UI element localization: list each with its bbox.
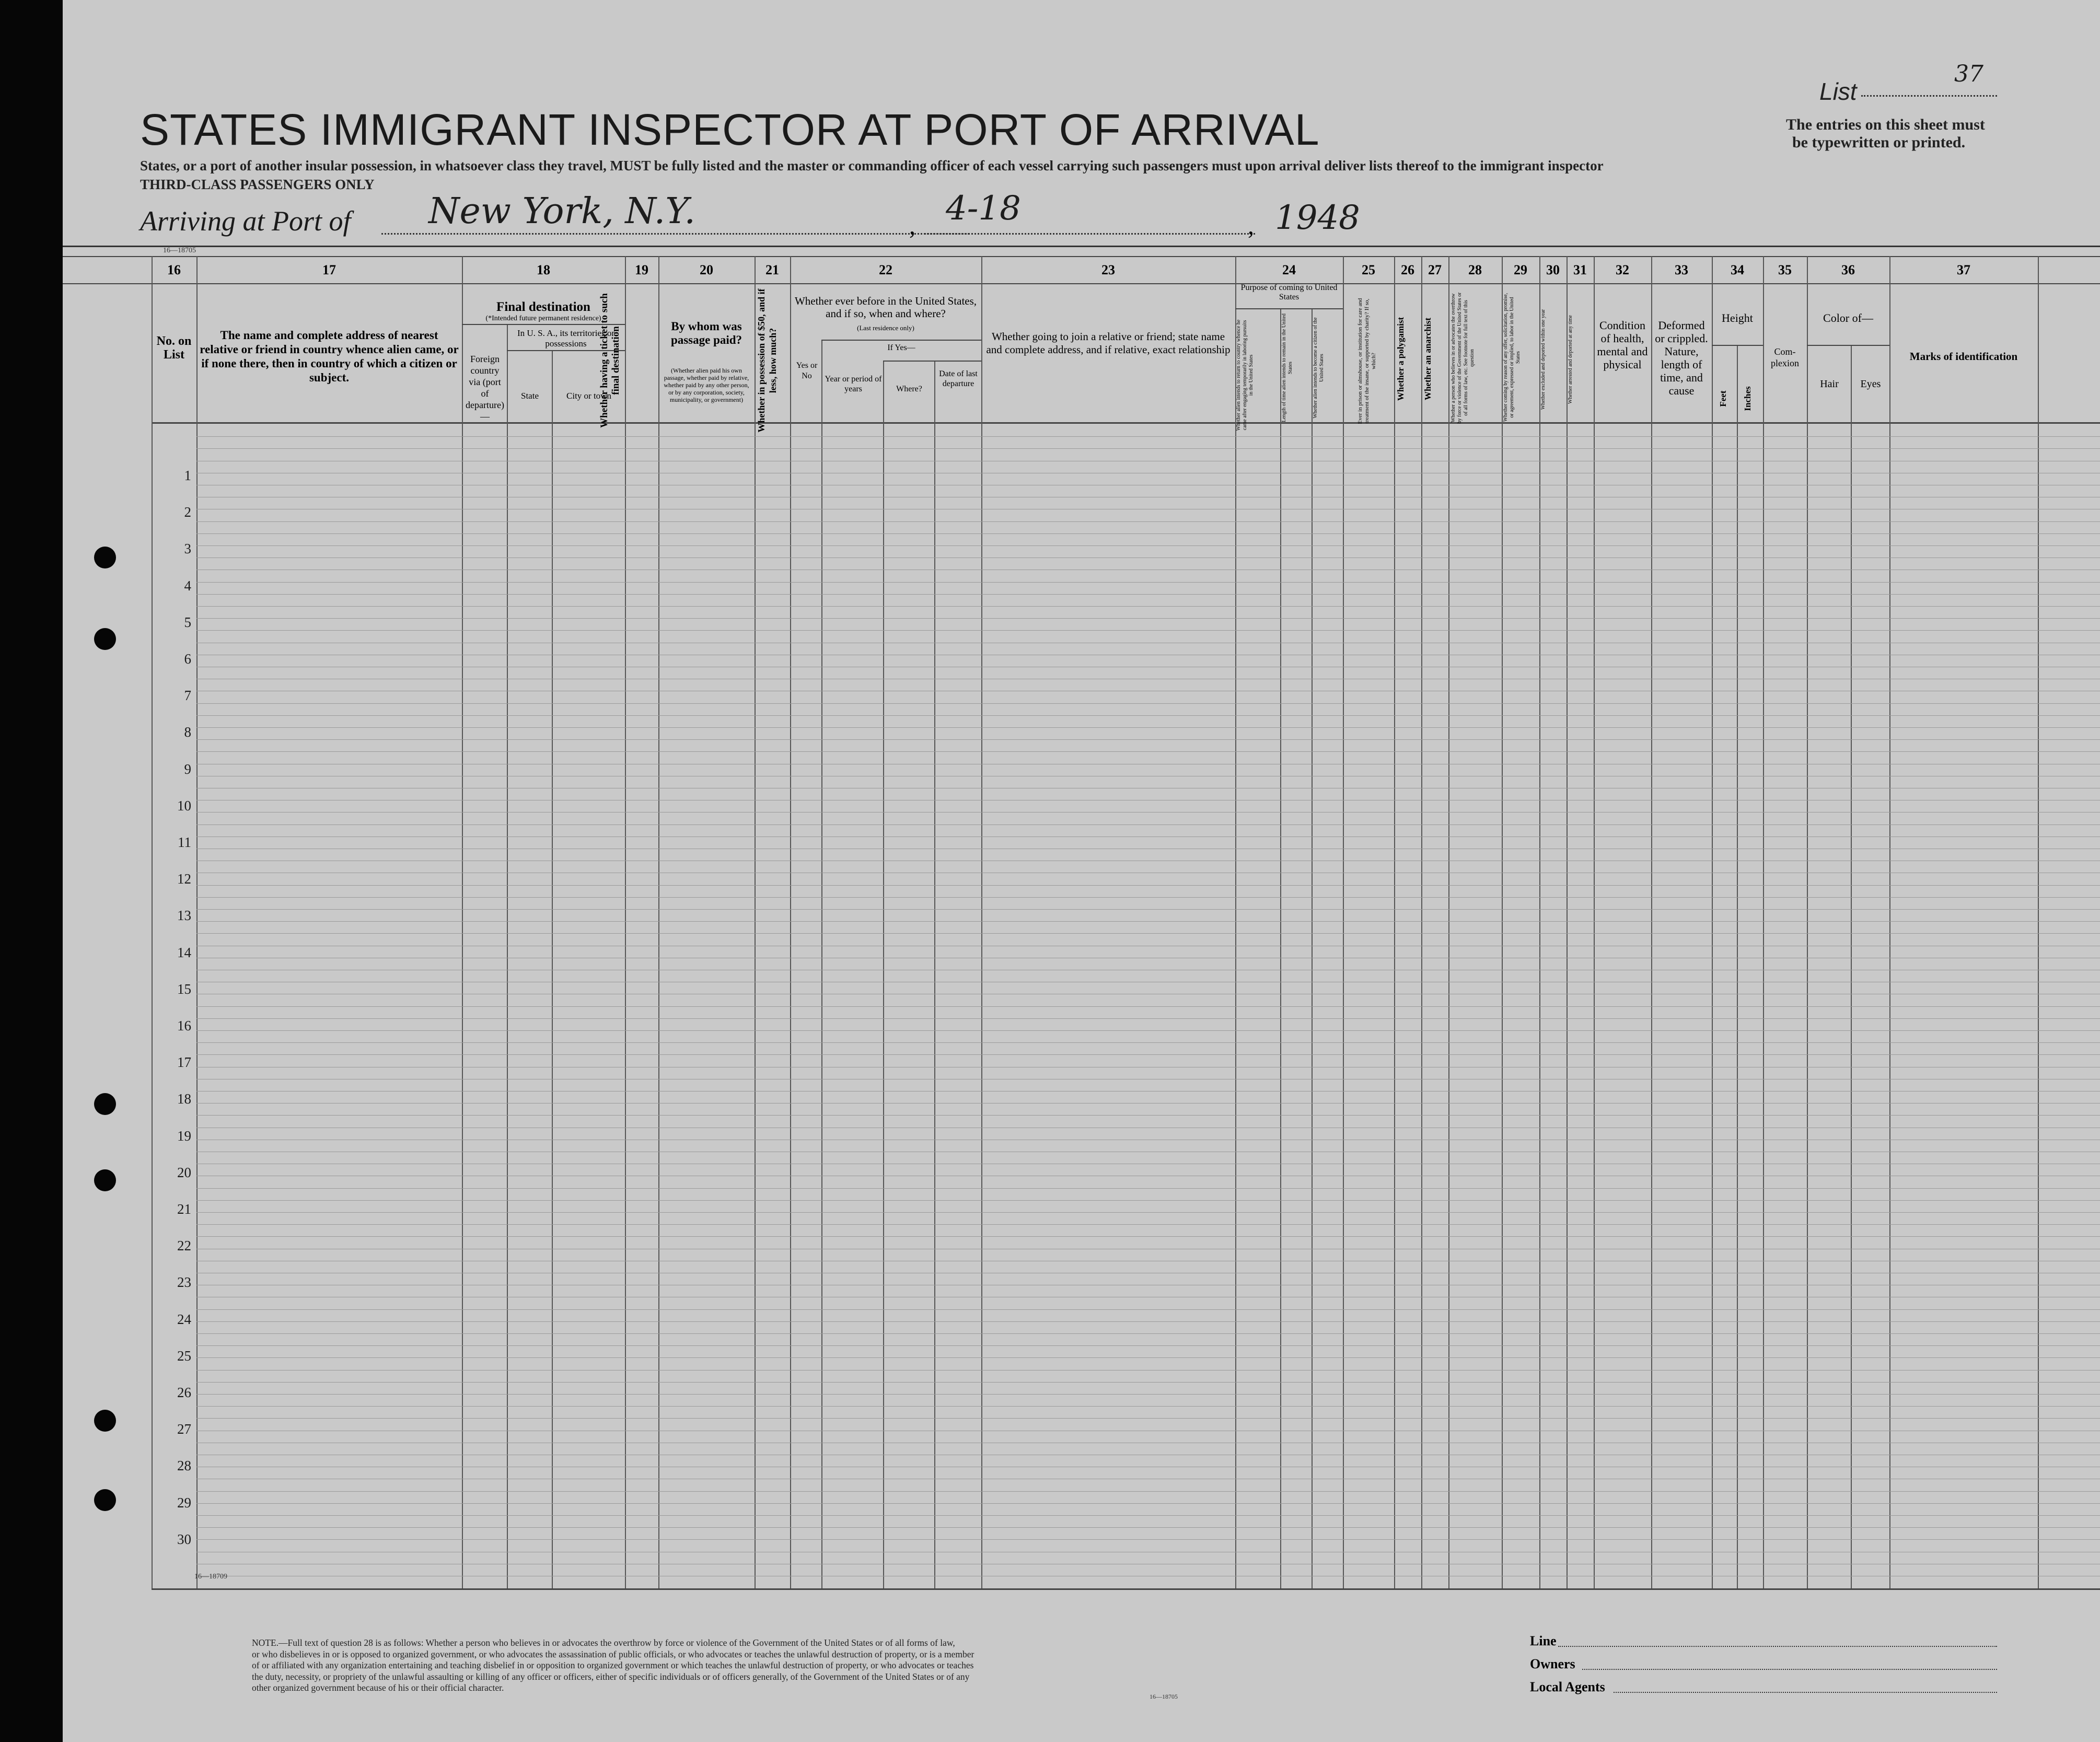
state-header: State — [521, 391, 539, 401]
col-num-20: 20 — [700, 262, 713, 277]
col-line — [1807, 256, 1808, 1588]
col-num-19: 19 — [635, 262, 648, 277]
local-agents-label: Local Agents — [1530, 1679, 1605, 1694]
row-number: 24 — [177, 1311, 191, 1327]
col-line — [821, 340, 822, 1588]
form-subtitle-line2: THIRD-CLASS PASSENGERS ONLY — [140, 177, 375, 192]
col-num-31: 31 — [1573, 262, 1587, 277]
row-number: 9 — [184, 761, 191, 777]
feet-header: Feet — [1718, 390, 1728, 407]
row-number: 13 — [177, 908, 191, 923]
final-destination-header: Final destination — [496, 300, 590, 314]
ruled-line — [196, 1309, 2100, 1310]
col-num-16: 16 — [167, 262, 181, 277]
footnote-line1: NOTE.—Full text of question 28 is as follows: Whether a person who believes in or advocates the overthrow by force or violence of the Government of the United States or of all forms of law, — [252, 1638, 955, 1648]
year-or-period-header: Year or period of years — [825, 375, 882, 393]
color-of-header: Color of— — [1823, 311, 1873, 324]
col-line — [1539, 256, 1540, 1588]
binder-hole — [94, 547, 116, 568]
ruled-line — [196, 1406, 2100, 1407]
complexion-header: Com- plexion — [1771, 346, 1799, 368]
col-line — [1889, 256, 1890, 1588]
anarchist-header: Whether an anarchist — [1423, 317, 1433, 401]
port-value: New York, N.Y. — [428, 191, 695, 232]
binder-hole — [94, 628, 116, 650]
inches-header: Inches — [1743, 386, 1753, 411]
ticket-header: Whether having a ticket to such final destination — [599, 293, 621, 428]
purpose-b-header: Length of time alien intends to remain in the United States — [1281, 313, 1293, 423]
col-line — [1280, 308, 1281, 1588]
list-label: List — [1819, 78, 1857, 105]
col-line — [625, 256, 626, 1588]
subheader-rule — [1807, 345, 1889, 346]
row-number: 21 — [177, 1201, 191, 1217]
subheader-rule — [1235, 308, 1343, 309]
line-field — [1558, 1646, 1997, 1647]
ruled-line — [196, 1200, 2100, 1201]
row-number: 14 — [177, 945, 191, 960]
year-value: 1948 — [1275, 199, 1360, 237]
list-number: 37 — [1954, 61, 1983, 87]
owners-label: Owners — [1530, 1656, 1575, 1671]
row-number: 2 — [184, 504, 191, 520]
col-num-36: 36 — [1841, 262, 1855, 277]
footnote — [252, 1638, 974, 1694]
ruled-line — [196, 933, 2100, 934]
col-num-24: 24 — [1282, 262, 1296, 277]
ruled-line — [196, 606, 2100, 607]
row-number: 30 — [177, 1531, 191, 1547]
ruled-line — [196, 1527, 2100, 1528]
polygamist-header: Whether a polygamist — [1396, 317, 1406, 401]
ruled-line — [196, 727, 2100, 728]
column-number-bottom-rule — [63, 283, 2100, 284]
ruled-line — [196, 1115, 2100, 1116]
comma-1: , — [909, 212, 915, 240]
ruled-line — [196, 521, 2100, 522]
q31-header: Whether arrested and deported at any time — [1568, 315, 1573, 404]
ruled-line — [196, 1333, 2100, 1334]
col-line — [981, 256, 982, 1588]
ruled-line — [196, 1042, 2100, 1043]
ruled-line — [196, 1321, 2100, 1322]
ruled-line — [196, 1212, 2100, 1213]
col-line — [1421, 256, 1422, 1588]
table-bottom-rule — [152, 1588, 2100, 1590]
row-number: 1 — [184, 468, 191, 483]
col-num-28: 28 — [1468, 262, 1482, 277]
col-line — [1651, 256, 1652, 1588]
row-number: 18 — [177, 1091, 191, 1107]
col-line — [790, 256, 791, 1588]
ruled-line — [196, 885, 2100, 886]
footnote-line4: the duty, necessity, or propriety of the unlawful assaulting or killing of any officer or officers, either of specific individuals or of officers generally, of the Government of the United States or of any — [252, 1671, 970, 1682]
col-line — [755, 256, 756, 1588]
col-num-35: 35 — [1778, 262, 1792, 277]
col-line — [2038, 256, 2039, 1588]
ruled-line — [196, 1054, 2100, 1055]
ruled-line — [196, 1030, 2100, 1031]
purpose-c-header: Whether alien intends to become a citizen of the United States — [1313, 317, 1325, 419]
ruled-line — [196, 448, 2100, 449]
col-line — [658, 256, 659, 1588]
row-number: 27 — [177, 1421, 191, 1437]
ruled-line — [196, 703, 2100, 704]
ruled-line — [196, 1188, 2100, 1189]
row-number: 29 — [177, 1495, 191, 1511]
row-number: 23 — [177, 1274, 191, 1290]
footnote-line3: of or affiliated with any organization entertaining and teaching disbelief in or opposition to organized government or which teaches the unlawful destruction of property, or who advocates or teaches — [252, 1660, 974, 1670]
col-line — [1737, 345, 1738, 1588]
col-line — [1312, 308, 1313, 1588]
purpose-header: Purpose of coming to United States — [1240, 283, 1338, 301]
date-last-departure-header: Date of last departure — [939, 369, 978, 388]
entries-note-line1: The entries on this sheet must — [1786, 116, 1985, 133]
col-num-32: 32 — [1616, 262, 1629, 277]
row-number: 19 — [177, 1128, 191, 1144]
col-line — [1502, 256, 1503, 1588]
ruled-line — [196, 533, 2100, 534]
ruled-line — [196, 1382, 2100, 1383]
ruled-line — [196, 1539, 2100, 1540]
ruled-line — [196, 618, 2100, 619]
ruled-line — [196, 1515, 2100, 1516]
col-num-33: 33 — [1675, 262, 1688, 277]
small-form-number: 16—18705 — [163, 247, 196, 254]
ruled-line — [196, 1103, 2100, 1104]
ruled-line — [196, 1370, 2100, 1371]
col-line — [1594, 256, 1595, 1588]
row-number: 28 — [177, 1458, 191, 1473]
ruled-line — [196, 582, 2100, 583]
eyes-header: Eyes — [1860, 378, 1881, 390]
col-num-37: 37 — [1957, 262, 1970, 277]
form-subtitle-line1: States, or a port of another insular possession, in whatsoever class they travel, MUST be fully listed and the master or commanding officer of each vessel carrying such passengers must upon arrival deliver lists thereof to the immigrant inspector — [140, 158, 1604, 173]
row-number: 25 — [177, 1348, 191, 1364]
ruled-line — [196, 630, 2100, 631]
local-agents-field — [1614, 1692, 1997, 1693]
col-line — [1343, 256, 1344, 1588]
foreign-country-header: Foreign country via (port of departure)— — [466, 354, 504, 422]
ruled-line — [196, 751, 2100, 752]
owners-field — [1582, 1669, 1997, 1670]
col-line — [552, 350, 553, 1588]
arriving-label: Arriving at Port of — [140, 205, 351, 237]
col-num-34: 34 — [1731, 262, 1744, 277]
binder-hole — [94, 1169, 116, 1191]
footer-form-number: 16—18709 — [194, 1573, 227, 1581]
row-number: 20 — [177, 1165, 191, 1180]
city-header: City or town — [566, 391, 611, 401]
col-num-17: 17 — [322, 262, 336, 277]
ever-before-header: Whether ever before in the United States, and if so, when and where? — [794, 295, 977, 320]
row-number: 4 — [184, 578, 191, 594]
q29-header: Whether coming by reason of any offer, solicitation, promise, or agreement, expressed or implied, to labor in the United States — [1503, 293, 1521, 422]
binder-hole — [94, 1410, 116, 1432]
by-whom-note: (Whether alien paid his own passage, whether paid by relative, whether paid by any other person, or by any corporation, society, municipality, or government) — [664, 367, 749, 403]
ruled-line — [196, 1018, 2100, 1019]
bottom-form-number: 16—18705 — [1150, 1693, 1178, 1700]
join-relative-header: Whether going to join a relative or friend; state name and complete address, and if relative, exact relationship — [986, 330, 1231, 356]
ruled-line — [196, 1418, 2100, 1419]
row-number: 5 — [184, 614, 191, 630]
manifest-sheet — [63, 0, 2100, 1742]
row-number: 22 — [177, 1238, 191, 1253]
ruled-line — [196, 1236, 2100, 1237]
marks-header: Marks of identification — [1909, 350, 2018, 363]
if-yes-header: If Yes— — [887, 343, 915, 352]
ruled-line — [196, 715, 2100, 716]
no-on-list-header: No. on List — [156, 334, 192, 362]
list-number-line — [1861, 95, 1997, 97]
last-residence-note: (Last residence only) — [857, 324, 914, 332]
col-line — [883, 361, 884, 1588]
ruled-line — [196, 824, 2100, 825]
footnote-line5: other organized government because of his or their official character. — [252, 1682, 504, 1693]
final-destination-note: (*Intended future permanent residence) — [485, 315, 601, 322]
col-line — [1394, 256, 1395, 1588]
purpose-a-header: Whether alien intends to return to country whence he came after engaging temporarily in laboring pursuits in the United States — [1236, 319, 1254, 431]
row-number: 16 — [177, 1018, 191, 1033]
row-number: 26 — [177, 1385, 191, 1400]
ruled-line — [196, 436, 2100, 437]
col-num-25: 25 — [1362, 262, 1375, 277]
yes-or-no-header: Yes or No — [796, 361, 818, 380]
comma-2: , — [1248, 212, 1254, 240]
date-line — [921, 233, 1255, 235]
col-num-29: 29 — [1514, 262, 1527, 277]
height-header: Height — [1722, 311, 1753, 324]
by-whom-header: By whom was passage paid? — [670, 320, 742, 346]
nearest-relative-header: The name and complete address of nearest relative or friend in country whence alien came, or if none there, then in country of which a citizen or subject. — [200, 329, 459, 384]
col-line — [1851, 345, 1852, 1588]
col-line — [1712, 256, 1713, 1588]
col-num-30: 30 — [1546, 262, 1560, 277]
col-num-22: 22 — [879, 262, 892, 277]
deformed-header: Deformed or crippled. Nature, length of time, and cause — [1655, 319, 1708, 397]
footnote-line2: or who disbelieves in or is opposed to organized government, or who advocates the assassination of public officials, or who advocates or teaches the unlawful destruction of property, or is a member — [252, 1648, 974, 1659]
ruled-line — [196, 1224, 2100, 1225]
ruled-line — [196, 545, 2100, 546]
subheader-rule — [883, 361, 981, 362]
row-number: 12 — [177, 871, 191, 887]
col-num-26: 26 — [1401, 262, 1414, 277]
col-line — [507, 324, 508, 1588]
row-number: 11 — [178, 834, 191, 850]
row-number: 15 — [177, 981, 191, 997]
subheader-rule — [821, 340, 981, 341]
port-line — [381, 233, 969, 235]
where-header: Where? — [896, 385, 922, 393]
col-line — [1567, 256, 1568, 1588]
row-number: 6 — [184, 651, 191, 667]
ruled-line — [196, 1357, 2100, 1358]
ruled-line — [196, 1491, 2100, 1492]
form-title: STATES IMMIGRANT INSPECTOR AT PORT OF ARRIVAL — [140, 105, 1320, 154]
prison-header: Ever in prison or almshouse, or institution for care and treatment of the insane, or supported by charity? If so, which? — [1357, 298, 1377, 424]
q30-header: Whether excluded and deported within one year — [1540, 309, 1546, 410]
ruled-line — [196, 909, 2100, 910]
column-number-top-rule — [63, 256, 2100, 257]
col-num-23: 23 — [1101, 262, 1115, 277]
hair-header: Hair — [1820, 378, 1839, 390]
col-num-21: 21 — [765, 262, 779, 277]
in-usa-header: In U. S. A., its territories or possessions — [517, 328, 615, 349]
col-num-18: 18 — [537, 262, 550, 277]
col-line — [1763, 256, 1764, 1588]
ruled-line — [196, 1345, 2100, 1346]
col-line — [462, 256, 463, 1588]
ruled-line — [196, 897, 2100, 898]
binder-hole — [94, 1489, 116, 1511]
binder-hole — [94, 1093, 116, 1115]
ruled-line — [196, 1394, 2100, 1395]
col-line — [1235, 256, 1236, 1588]
row-number: 8 — [184, 724, 191, 740]
ruled-line — [196, 1503, 2100, 1504]
ruled-line — [196, 921, 2100, 922]
ruled-line — [196, 1006, 2100, 1007]
subheader-rule — [1712, 345, 1763, 346]
ruled-line — [196, 594, 2100, 595]
col-line — [934, 361, 935, 1588]
entries-note-line2: be typewritten or printed. — [1792, 134, 1966, 151]
possession-50-header: Whether in possession of $50, and if less, how much? — [756, 288, 778, 433]
condition-header: Condition of health, mental and physical — [1597, 319, 1648, 371]
row-number: 7 — [184, 688, 191, 703]
row-number: 17 — [177, 1054, 191, 1070]
row-number: 10 — [177, 798, 191, 814]
q28-header: Whether a person who believes in or advocates the overthrow by force or violence of the Government of the United States or of all forms of law, etc. See footnote for full text of this question — [1451, 292, 1475, 424]
ruled-line — [196, 739, 2100, 740]
col-num-27: 27 — [1428, 262, 1442, 277]
col-line — [1448, 256, 1449, 1588]
col-line — [196, 256, 198, 1588]
line-label: Line — [1530, 1633, 1557, 1648]
table-top-rule — [63, 246, 2100, 247]
row-number: 3 — [184, 541, 191, 556]
date-value: 4-18 — [946, 189, 1021, 228]
